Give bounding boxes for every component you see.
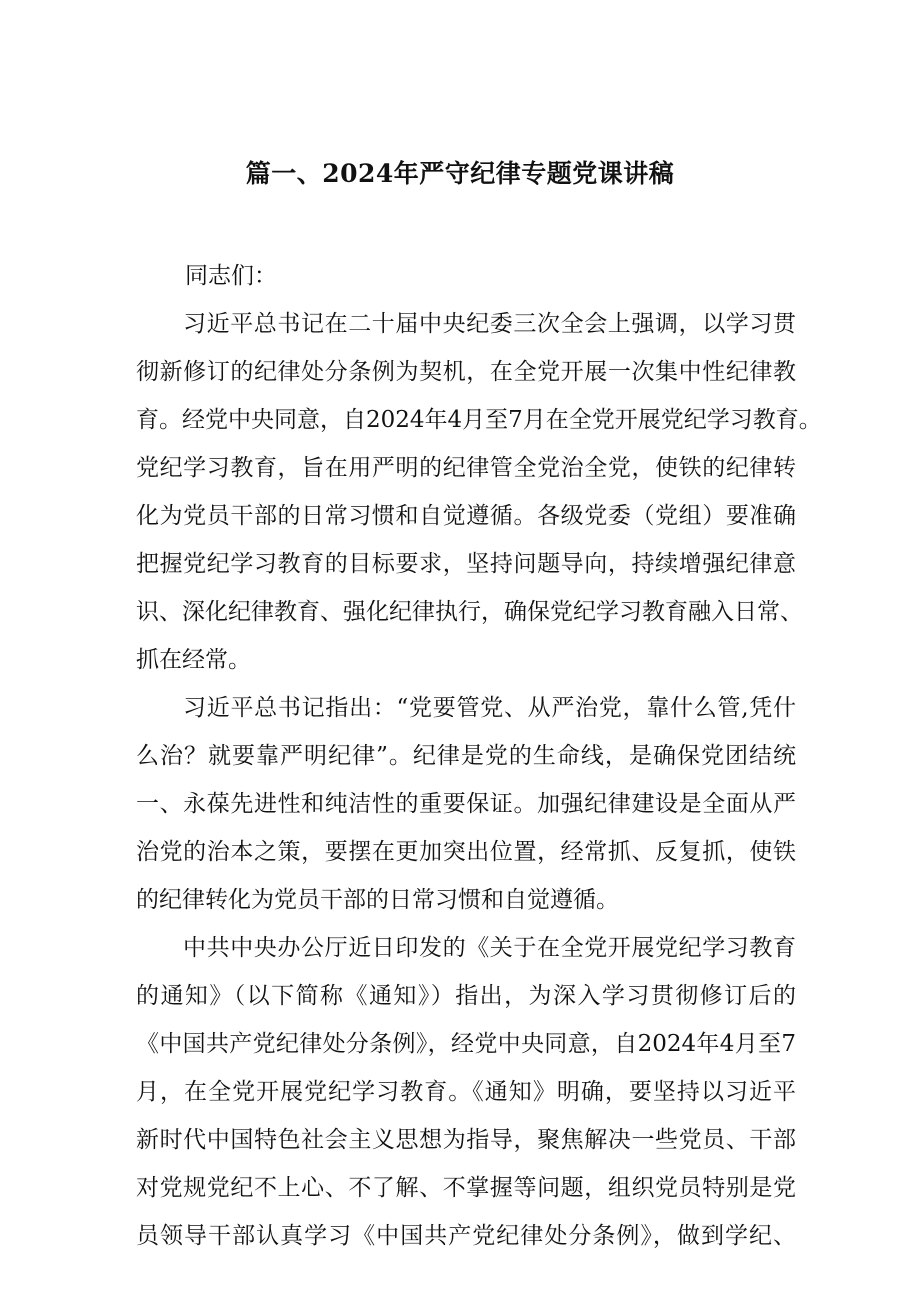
paragraph-line: 员领导干部认真学习《中国共产党纪律处分条例》，做到学纪、 xyxy=(136,1223,796,1249)
paragraph-line: 新时代中国特色社会主义思想为指导，聚焦解决一些党员、干部 xyxy=(136,1127,796,1153)
paragraph-line: 抓在经常。 xyxy=(136,647,251,673)
salutation: 同志们： xyxy=(185,263,277,289)
paragraph-line: 《中国共产党纪律处分条例》，经党中央同意，自2024年4月至7 xyxy=(136,1031,796,1057)
paragraph-line: 一、永葆先进性和纯洁性的重要保证。加强纪律建设是全面从严 xyxy=(136,791,796,817)
paragraph-line: 习近平总书记在二十届中央纪委三次全会上强调，以学习贯 xyxy=(183,311,796,337)
paragraph-line: 化为党员干部的日常习惯和自觉遵循。各级党委（党组）要准确 xyxy=(136,503,796,529)
paragraph-line: 的通知》（以下简称《通知》）指出，为深入学习贯彻修订后的 xyxy=(136,983,796,1009)
paragraph-line: 识、深化纪律教育、强化纪律执行，确保党纪学习教育融入日常、 xyxy=(136,599,803,625)
paragraph-line: 月，在全党开展党纪学习教育。《通知》明确，要坚持以习近平 xyxy=(136,1079,796,1105)
document-title: 篇一、2024年严守纪律专题党课讲稿 xyxy=(245,159,675,188)
paragraph-line: 治党的治本之策，要摆在更加突出位置，经常抓、反复抓，使铁 xyxy=(136,839,796,865)
paragraph-line: 党纪学习教育，旨在用严明的纪律管全党治全党，使铁的纪律转 xyxy=(136,455,796,481)
paragraph-line: 习近平总书记指出：“党要管党、从严治党，靠什么管,凭什 xyxy=(183,695,796,721)
paragraph-line: 育。经党中央同意，自2024年4月至7月在全党开展党纪学习教育。 xyxy=(136,407,822,433)
paragraph-line: 把握党纪学习教育的目标要求，坚持问题导向，持续增强纪律意 xyxy=(136,551,796,577)
paragraph-line: 么治？就要靠严明纪律”。纪律是党的生命线，是确保党团结统 xyxy=(136,743,796,769)
paragraph-line: 的纪律转化为党员干部的日常习惯和自觉遵循。 xyxy=(136,887,619,913)
paragraph-line: 对党规党纪不上心、不了解、不掌握等问题，组织党员特别是党 xyxy=(136,1175,796,1201)
paragraph-line: 中共中央办公厅近日印发的《关于在全党开展党纪学习教育 xyxy=(183,935,796,961)
paragraph-line: 彻新修订的纪律处分条例为契机，在全党开展一次集中性纪律教 xyxy=(136,359,796,385)
